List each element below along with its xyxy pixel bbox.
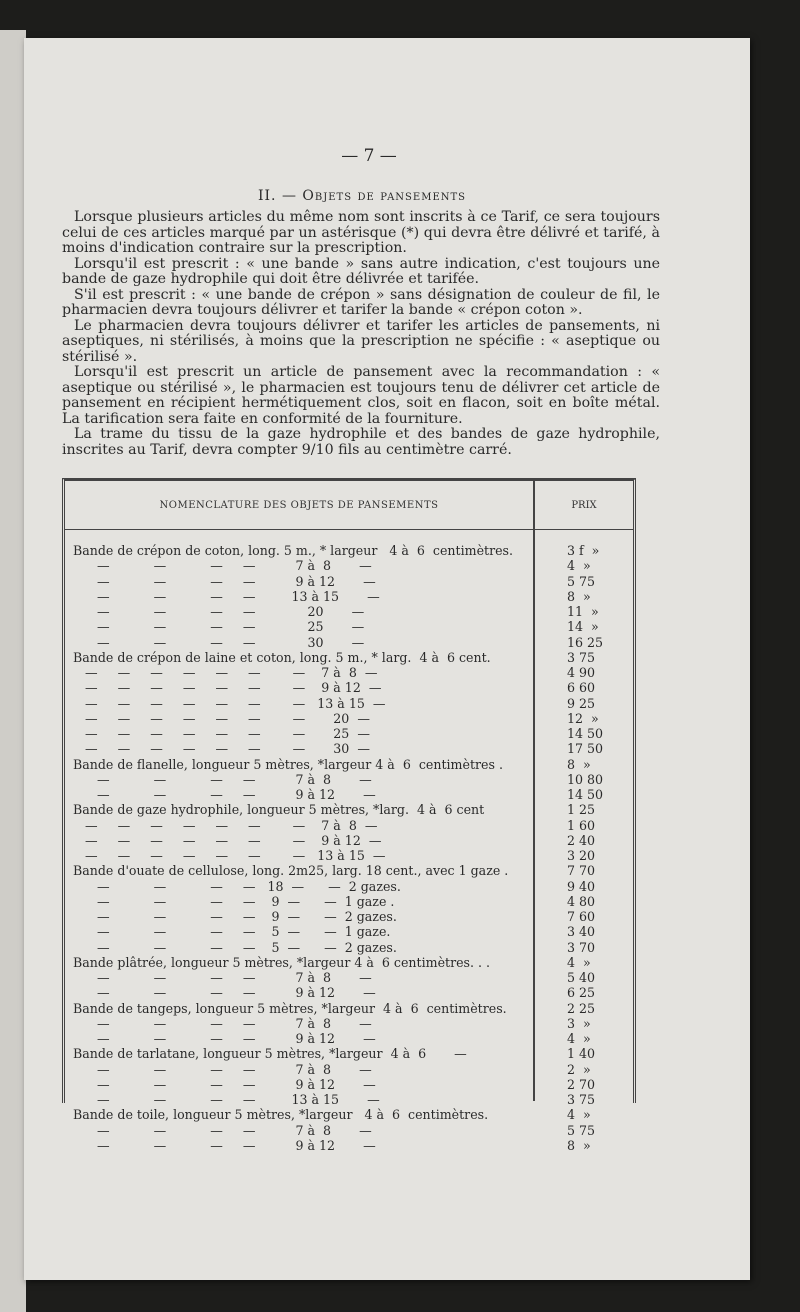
row-description: — — — — 7 à 8 — xyxy=(73,970,372,985)
row-description: Bande de tarlatane, longueur 5 mètres, *largeur 4 à 6 — xyxy=(73,1046,467,1062)
row-price: 4 » xyxy=(567,558,591,574)
row-price: 3 » xyxy=(567,1015,591,1031)
table-row xyxy=(69,894,629,909)
row-price: 8 » xyxy=(567,1137,591,1153)
row-price: 5 75 xyxy=(567,1122,596,1138)
paragraph: Le pharmacien devra toujours délivrer et tarifer les articles de pansements, ni aseptiques, ni stérilisés, à moins que la prescription ne spécifie : « aseptique ou stérilisé ». xyxy=(62,317,660,365)
row-description: — — — — — — — 25 — xyxy=(73,726,370,741)
row-description: — — — — 30 — xyxy=(73,634,365,650)
table-row xyxy=(69,665,629,680)
table-row xyxy=(69,1001,629,1016)
row-description: — — — — — — — 30 — xyxy=(73,741,370,757)
table-header-price: PRIX xyxy=(535,481,633,530)
row-description: — — — — 7 à 8 — xyxy=(73,1015,372,1031)
row-description: — — — — 9 — — 1 gaze . xyxy=(73,893,395,909)
row-price: 2 » xyxy=(567,1061,591,1077)
row-description: Bande plâtrée, longueur 5 mètres, *largeur 4 à 6 centimètres. . . xyxy=(73,954,491,970)
table-body xyxy=(69,543,629,1153)
table-row xyxy=(69,619,629,634)
table-row xyxy=(69,802,629,817)
row-description: — — — — 9 à 12 — xyxy=(73,787,376,802)
row-price: 16 25 xyxy=(567,634,604,650)
row-price: 4 » xyxy=(567,954,591,970)
row-description: — — — — 9 à 12 — xyxy=(73,1137,376,1153)
row-price: 2 70 xyxy=(567,1076,596,1092)
row-price: 3 20 xyxy=(567,848,596,863)
row-description: Bande de toile, longueur 5 mètres, *largeur 4 à 6 centimètres. xyxy=(73,1107,489,1123)
table-row xyxy=(69,940,629,955)
table-row xyxy=(69,604,629,619)
row-price: 8 » xyxy=(567,588,591,604)
row-price: 4 80 xyxy=(567,893,596,909)
table-row xyxy=(69,1107,629,1122)
row-description: Bande de tangeps, longueur 5 mètres, *largeur 4 à 6 centimètres. xyxy=(73,1000,507,1016)
table-row xyxy=(69,818,629,833)
table-row xyxy=(69,1062,629,1077)
row-description: Bande de gaze hydrophile, longueur 5 mètres, *larg. 4 à 6 cent xyxy=(73,802,485,818)
book-spine xyxy=(0,30,26,1312)
row-price: 3 75 xyxy=(567,1092,596,1107)
table-row xyxy=(69,833,629,848)
row-description: — — — — 9 à 12 — xyxy=(73,1076,376,1092)
row-price: 9 25 xyxy=(567,695,596,711)
paragraph: Lorsque plusieurs articles du même nom sont inscrits à ce Tarif, ce sera toujours celui de ces articles marqué par un astérisque (*) qui devra être délivré et tarifé, à moins d'indication contraire sur la prescription. xyxy=(62,209,660,256)
table-row xyxy=(69,1077,629,1092)
table-header-name: NOMENCLATURE DES OBJETS DE PANSEMENTS xyxy=(65,481,533,530)
row-price: 1 25 xyxy=(567,802,596,818)
row-description: — — — — — — — 13 à 15 — xyxy=(73,848,386,863)
row-description: — — — — — — — 20 — xyxy=(73,710,370,726)
table-row xyxy=(69,543,629,558)
row-description: — — — — — — — 13 à 15 — xyxy=(73,695,386,711)
table-row xyxy=(69,711,629,726)
row-price: 3 40 xyxy=(567,924,596,940)
table-row xyxy=(69,985,629,1000)
table-row xyxy=(69,772,629,787)
row-description: — — — — 7 à 8 — xyxy=(73,558,372,574)
row-description: — — — — 9 à 12 — xyxy=(73,573,376,589)
table-row xyxy=(69,1031,629,1046)
row-price: 6 25 xyxy=(567,985,596,1001)
table-row xyxy=(69,1092,629,1107)
table-row xyxy=(69,1046,629,1061)
paragraph: Lorsqu'il est prescrit : « une bande » sans autre indication, c'est toujours une bande de gaze hydrophile qui doit être délivrée et tarifée. xyxy=(62,255,660,287)
table-row xyxy=(69,1138,629,1153)
row-description: — — — — 13 à 15 — xyxy=(73,1092,380,1107)
table-row xyxy=(69,635,629,650)
row-description: — — — — 9 à 12 — xyxy=(73,985,376,1001)
row-price: 14 50 xyxy=(567,726,604,741)
row-description: — — — — 9 à 12 — xyxy=(73,1031,376,1046)
table-row xyxy=(69,741,629,756)
row-price: 1 60 xyxy=(567,817,596,833)
paragraph: S'il est prescrit : « une bande de crépon » sans désignation de couleur de fil, le pharmacien devra toujours délivrer et tarifer la bande « crépon coton ». xyxy=(62,286,660,318)
table-row xyxy=(69,680,629,695)
row-price: 2 25 xyxy=(567,1000,596,1016)
table-row xyxy=(69,1123,629,1138)
row-description: — — — — 7 à 8 — xyxy=(73,771,372,787)
table-row xyxy=(69,924,629,939)
table-row xyxy=(69,955,629,970)
intro-text xyxy=(62,210,660,458)
row-description: — — — — 18 — — 2 gazes. xyxy=(73,878,401,894)
row-price: 14 50 xyxy=(567,787,604,802)
row-description: — — — — — — — 7 à 8 — xyxy=(73,817,378,833)
table-row xyxy=(69,574,629,589)
row-description: — — — — 9 — — 2 gazes. xyxy=(73,909,397,924)
table-row xyxy=(69,650,629,665)
table-row xyxy=(69,970,629,985)
table-row xyxy=(69,787,629,802)
row-price: 12 » xyxy=(567,710,599,726)
page-number: — 7 — xyxy=(341,146,397,166)
document-page xyxy=(24,38,750,1280)
row-description: — — — — 13 à 15 — xyxy=(73,588,380,604)
row-price: 4 » xyxy=(567,1107,591,1123)
row-price: 3 f » xyxy=(567,543,600,558)
table-row xyxy=(69,848,629,863)
row-description: Bande de crépon de laine et coton, long. 5 m., * larg. 4 à 6 cent. xyxy=(73,649,491,665)
row-price: 11 » xyxy=(567,604,599,619)
row-price: 3 70 xyxy=(567,939,596,955)
row-description: — — — — 25 — xyxy=(73,619,365,635)
row-description: — — — — — — — 9 à 12 — xyxy=(73,680,382,696)
table-row xyxy=(69,909,629,924)
row-price: 3 75 xyxy=(567,649,596,665)
row-description: — — — — 5 — — 1 gaze. xyxy=(73,924,391,940)
row-price: 8 » xyxy=(567,756,591,772)
table-row xyxy=(69,726,629,741)
row-price: 4 90 xyxy=(567,665,596,680)
row-price: 1 40 xyxy=(567,1046,596,1062)
table-row xyxy=(69,879,629,894)
row-description: — — — — 20 — xyxy=(73,604,365,619)
row-price: 5 75 xyxy=(567,573,596,589)
table-row xyxy=(69,696,629,711)
row-price: 17 50 xyxy=(567,741,604,757)
table-row xyxy=(69,863,629,878)
paragraph: Lorsqu'il est prescrit un article de pansement avec la recommandation : « aseptique ou stérilisé », le pharmacien est toujours tenu de délivrer cet article de pansement en récipient hermétiquement clos, soit en flacon, soit en boîte métal. La tarification sera faite en conformité de la fourniture. xyxy=(62,364,660,427)
table-row xyxy=(69,757,629,772)
table-row xyxy=(69,589,629,604)
price-table xyxy=(62,478,636,1153)
row-price: 2 40 xyxy=(567,832,596,848)
row-description: Bande d'ouate de cellulose, long. 2m25, larg. 18 cent., avec 1 gaze . xyxy=(73,863,509,879)
row-description: Bande de crépon de coton, long. 5 m., * largeur 4 à 6 centimètres. xyxy=(73,543,514,558)
row-price: 9 40 xyxy=(567,878,596,894)
row-description: — — — — 7 à 8 — xyxy=(73,1061,372,1077)
row-price: 7 60 xyxy=(567,909,596,924)
row-description: — — — — — — — 9 à 12 — xyxy=(73,832,382,848)
row-description: — — — — — — — 7 à 8 — xyxy=(73,665,378,680)
row-price: 10 80 xyxy=(567,771,604,787)
row-price: 14 » xyxy=(567,619,599,635)
row-description: Bande de flanelle, longueur 5 mètres, *largeur 4 à 6 centimètres . xyxy=(73,756,503,772)
section-title: II. — Objets de pansements xyxy=(257,188,467,204)
row-price: 7 70 xyxy=(567,863,596,879)
table-row xyxy=(69,1016,629,1031)
row-price: 6 60 xyxy=(567,680,596,696)
row-price: 5 40 xyxy=(567,970,596,985)
row-price: 4 » xyxy=(567,1031,591,1046)
row-description: — — — — 7 à 8 — xyxy=(73,1122,372,1138)
table-row xyxy=(69,558,629,573)
paragraph: La trame du tissu de la gaze hydrophile et des bandes de gaze hydrophile, inscrites au Tarif, devra compter 9/10 fils au centimètre carré. xyxy=(62,426,660,458)
row-description: — — — — 5 — — 2 gazes. xyxy=(73,939,397,955)
